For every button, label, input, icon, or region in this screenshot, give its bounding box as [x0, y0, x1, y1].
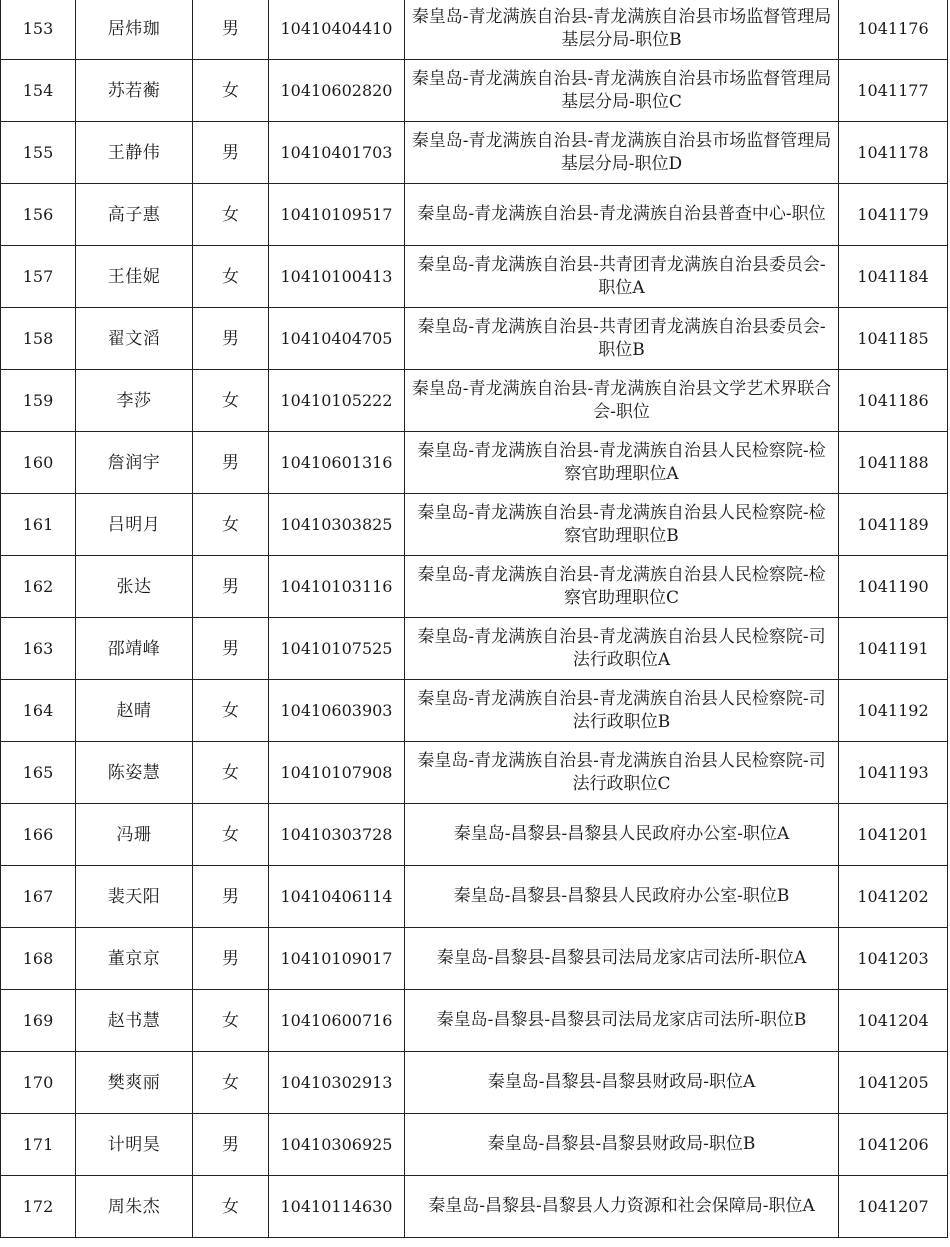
ticket-number-cell: 10410404705: [269, 308, 405, 370]
candidate-name-cell: 王静伟: [76, 122, 193, 184]
position-cell: 秦皇岛-青龙满族自治县-青龙满族自治县人民检察院-检察官助理职位B: [405, 494, 839, 556]
position-code-cell: 1041206: [839, 1114, 948, 1176]
ticket-number-cell: 10410302913: [269, 1052, 405, 1114]
row-number-cell: 153: [1, 0, 76, 60]
position-cell: 秦皇岛-青龙满族自治县-青龙满族自治县人民检察院-司法行政职位B: [405, 680, 839, 742]
position-code-cell: 1041192: [839, 680, 948, 742]
table-row: [1, 866, 948, 928]
ticket-number-cell: 10410406114: [269, 866, 405, 928]
position-cell: 秦皇岛-昌黎县-昌黎县财政局-职位A: [405, 1052, 839, 1114]
ticket-number-cell: 10410105222: [269, 370, 405, 432]
position-code-cell: 1041188: [839, 432, 948, 494]
table-row: [1, 494, 948, 556]
candidate-name-cell: 冯珊: [76, 804, 193, 866]
ticket-number-cell: 10410603903: [269, 680, 405, 742]
ticket-number-cell: 10410303825: [269, 494, 405, 556]
table-row: [1, 246, 948, 308]
position-code-cell: 1041193: [839, 742, 948, 804]
candidate-name-cell: 居炜珈: [76, 0, 193, 60]
gender-cell: 男: [193, 0, 269, 60]
row-number-cell: 154: [1, 60, 76, 122]
table-row: [1, 804, 948, 866]
position-cell: 秦皇岛-青龙满族自治县-青龙满族自治县人民检察院-司法行政职位C: [405, 742, 839, 804]
candidate-name-cell: 吕明月: [76, 494, 193, 556]
position-code-cell: 1041179: [839, 184, 948, 246]
position-cell: 秦皇岛-青龙满族自治县-青龙满族自治县市场监督管理局基层分局-职位C: [405, 60, 839, 122]
ticket-number-cell: 10410404410: [269, 0, 405, 60]
candidate-name-cell: 苏若蘅: [76, 60, 193, 122]
table-row: [1, 308, 948, 370]
candidate-name-cell: 陈姿慧: [76, 742, 193, 804]
table-row: [1, 742, 948, 804]
position-code-cell: 1041185: [839, 308, 948, 370]
position-code-cell: 1041186: [839, 370, 948, 432]
ticket-number-cell: 10410109017: [269, 928, 405, 990]
candidate-name-cell: 周朱杰: [76, 1176, 193, 1238]
position-cell: 秦皇岛-青龙满族自治县-青龙满族自治县人民检察院-检察官助理职位A: [405, 432, 839, 494]
candidate-name-cell: 张达: [76, 556, 193, 618]
table-row: [1, 928, 948, 990]
gender-cell: 女: [193, 1176, 269, 1238]
gender-cell: 女: [193, 990, 269, 1052]
candidate-name-cell: 董京京: [76, 928, 193, 990]
position-code-cell: 1041177: [839, 60, 948, 122]
gender-cell: 女: [193, 804, 269, 866]
row-number-cell: 155: [1, 122, 76, 184]
ticket-number-cell: 10410107525: [269, 618, 405, 680]
table-row: [1, 990, 948, 1052]
table-row: [1, 122, 948, 184]
ticket-number-cell: 10410303728: [269, 804, 405, 866]
position-code-cell: 1041184: [839, 246, 948, 308]
gender-cell: 女: [193, 370, 269, 432]
position-code-cell: 1041178: [839, 122, 948, 184]
row-number-cell: 166: [1, 804, 76, 866]
position-code-cell: 1041190: [839, 556, 948, 618]
row-number-cell: 161: [1, 494, 76, 556]
ticket-number-cell: 10410602820: [269, 60, 405, 122]
candidate-name-cell: 王佳妮: [76, 246, 193, 308]
candidate-name-cell: 樊爽丽: [76, 1052, 193, 1114]
table-row: [1, 432, 948, 494]
position-code-cell: 1041204: [839, 990, 948, 1052]
row-number-cell: 170: [1, 1052, 76, 1114]
table-row: [1, 370, 948, 432]
ticket-number-cell: 10410100413: [269, 246, 405, 308]
ticket-number-cell: 10410109517: [269, 184, 405, 246]
gender-cell: 女: [193, 246, 269, 308]
table-row: [1, 184, 948, 246]
gender-cell: 男: [193, 122, 269, 184]
row-number-cell: 158: [1, 308, 76, 370]
table-row: [1, 0, 948, 60]
position-code-cell: 1041201: [839, 804, 948, 866]
gender-cell: 男: [193, 866, 269, 928]
position-cell: 秦皇岛-昌黎县-昌黎县司法局龙家店司法所-职位A: [405, 928, 839, 990]
position-code-cell: 1041189: [839, 494, 948, 556]
table-row: [1, 556, 948, 618]
candidate-name-cell: 邵靖峰: [76, 618, 193, 680]
table-row: [1, 60, 948, 122]
position-cell: 秦皇岛-昌黎县-昌黎县人民政府办公室-职位A: [405, 804, 839, 866]
position-cell: 秦皇岛-青龙满族自治县-青龙满族自治县市场监督管理局基层分局-职位D: [405, 122, 839, 184]
gender-cell: 男: [193, 928, 269, 990]
row-number-cell: 163: [1, 618, 76, 680]
position-cell: 秦皇岛-青龙满族自治县-共青团青龙满族自治县委员会-职位A: [405, 246, 839, 308]
row-number-cell: 156: [1, 184, 76, 246]
ticket-number-cell: 10410600716: [269, 990, 405, 1052]
row-number-cell: 164: [1, 680, 76, 742]
row-number-cell: 169: [1, 990, 76, 1052]
gender-cell: 男: [193, 1114, 269, 1176]
ticket-number-cell: 10410601316: [269, 432, 405, 494]
row-number-cell: 160: [1, 432, 76, 494]
position-cell: 秦皇岛-青龙满族自治县-青龙满族自治县人民检察院-司法行政职位A: [405, 618, 839, 680]
position-code-cell: 1041207: [839, 1176, 948, 1238]
gender-cell: 男: [193, 432, 269, 494]
row-number-cell: 171: [1, 1114, 76, 1176]
gender-cell: 女: [193, 742, 269, 804]
ticket-number-cell: 10410401703: [269, 122, 405, 184]
position-code-cell: 1041191: [839, 618, 948, 680]
ticket-number-cell: 10410107908: [269, 742, 405, 804]
gender-cell: 女: [193, 60, 269, 122]
candidate-name-cell: 翟文滔: [76, 308, 193, 370]
position-cell: 秦皇岛-昌黎县-昌黎县司法局龙家店司法所-职位B: [405, 990, 839, 1052]
candidate-name-cell: 计明昊: [76, 1114, 193, 1176]
row-number-cell: 165: [1, 742, 76, 804]
gender-cell: 男: [193, 556, 269, 618]
position-cell: 秦皇岛-昌黎县-昌黎县人民政府办公室-职位B: [405, 866, 839, 928]
position-cell: 秦皇岛-青龙满族自治县-青龙满族自治县人民检察院-检察官助理职位C: [405, 556, 839, 618]
row-number-cell: 168: [1, 928, 76, 990]
table-row: [1, 618, 948, 680]
row-number-cell: 162: [1, 556, 76, 618]
table-row: [1, 1176, 948, 1238]
position-cell: 秦皇岛-青龙满族自治县-青龙满族自治县市场监督管理局基层分局-职位B: [405, 0, 839, 60]
row-number-cell: 159: [1, 370, 76, 432]
position-cell: 秦皇岛-昌黎县-昌黎县财政局-职位B: [405, 1114, 839, 1176]
position-code-cell: 1041176: [839, 0, 948, 60]
position-code-cell: 1041205: [839, 1052, 948, 1114]
position-cell: 秦皇岛-青龙满族自治县-青龙满族自治县文学艺术界联合会-职位: [405, 370, 839, 432]
row-number-cell: 157: [1, 246, 76, 308]
gender-cell: 女: [193, 184, 269, 246]
table-row: [1, 1114, 948, 1176]
candidate-name-cell: 赵书慧: [76, 990, 193, 1052]
gender-cell: 女: [193, 494, 269, 556]
position-code-cell: 1041203: [839, 928, 948, 990]
gender-cell: 男: [193, 618, 269, 680]
gender-cell: 男: [193, 308, 269, 370]
candidate-name-cell: 高子惠: [76, 184, 193, 246]
position-cell: 秦皇岛-青龙满族自治县-共青团青龙满族自治县委员会-职位B: [405, 308, 839, 370]
position-cell: 秦皇岛-青龙满族自治县-青龙满族自治县普查中心-职位: [405, 184, 839, 246]
ticket-number-cell: 10410103116: [269, 556, 405, 618]
ticket-number-cell: 10410114630: [269, 1176, 405, 1238]
candidate-name-cell: 李莎: [76, 370, 193, 432]
candidate-name-cell: 裴天阳: [76, 866, 193, 928]
gender-cell: 女: [193, 680, 269, 742]
row-number-cell: 172: [1, 1176, 76, 1238]
candidate-name-cell: 詹润宇: [76, 432, 193, 494]
table-row: [1, 680, 948, 742]
table-row: [1, 1052, 948, 1114]
position-cell: 秦皇岛-昌黎县-昌黎县人力资源和社会保障局-职位A: [405, 1176, 839, 1238]
candidate-name-cell: 赵晴: [76, 680, 193, 742]
ticket-number-cell: 10410306925: [269, 1114, 405, 1176]
gender-cell: 女: [193, 1052, 269, 1114]
candidate-table-body: [1, 0, 948, 1238]
position-code-cell: 1041202: [839, 866, 948, 928]
row-number-cell: 167: [1, 866, 76, 928]
